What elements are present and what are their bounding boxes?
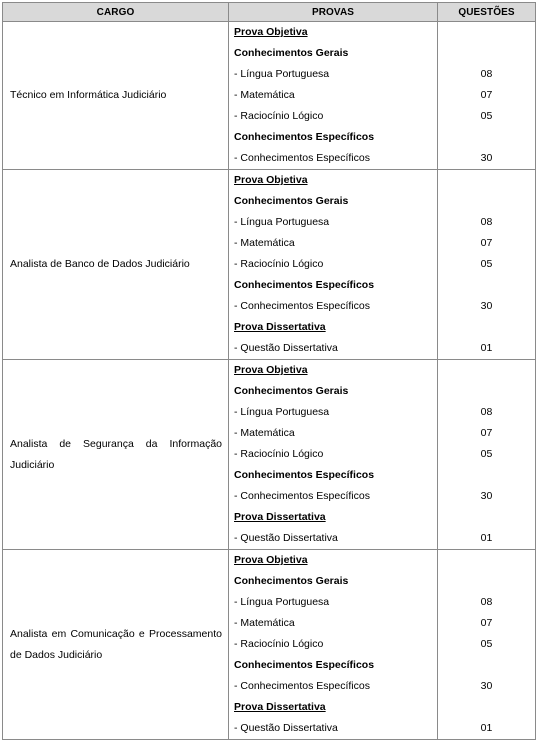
subject-item: - Conhecimentos Específicos	[234, 680, 370, 692]
provas-cell	[229, 170, 438, 360]
question-count	[438, 360, 535, 381]
question-count: 01	[480, 342, 493, 354]
header-provas: PROVAS	[229, 3, 438, 22]
subject-item: - Língua Portuguesa	[234, 406, 330, 418]
section-heading: Conhecimentos Específicos	[234, 469, 375, 481]
question-count	[438, 550, 535, 571]
subject-item: - Língua Portuguesa	[234, 596, 330, 608]
section-heading: Prova Dissertativa	[234, 511, 326, 523]
section-heading: Conhecimentos Gerais	[234, 47, 349, 59]
section-heading: Prova Objetiva	[234, 26, 308, 38]
provas-cell	[229, 360, 438, 550]
table-row	[3, 360, 536, 550]
subject-item: - Raciocínio Lógico	[234, 638, 324, 650]
question-count: 30	[480, 300, 493, 312]
subject-item: - Conhecimentos Específicos	[234, 300, 370, 312]
section-heading: Conhecimentos Gerais	[234, 575, 349, 587]
question-count: 08	[480, 596, 493, 608]
subject-item: - Língua Portuguesa	[234, 68, 330, 80]
question-count	[438, 127, 535, 148]
section-heading: Conhecimentos Gerais	[234, 385, 349, 397]
questoes-cell	[438, 550, 536, 740]
section-heading: Prova Objetiva	[234, 174, 308, 186]
questoes-cell	[438, 22, 536, 170]
question-count: 07	[480, 89, 493, 101]
question-count	[438, 697, 535, 718]
question-count: 07	[480, 237, 493, 249]
cargo-cell: Técnico em Informática Judiciário	[3, 22, 229, 170]
section-heading: Prova Dissertativa	[234, 701, 326, 713]
section-heading: Prova Dissertativa	[234, 321, 326, 333]
subject-item: - Conhecimentos Específicos	[234, 152, 370, 164]
question-count: 30	[480, 490, 493, 502]
question-count	[438, 655, 535, 676]
question-count: 05	[480, 258, 493, 270]
question-count: 05	[480, 110, 493, 122]
question-count: 07	[480, 617, 493, 629]
section-heading: Conhecimentos Específicos	[234, 659, 375, 671]
question-count	[438, 507, 535, 528]
subject-item: - Língua Portuguesa	[234, 216, 330, 228]
question-count	[438, 317, 535, 338]
table-row	[3, 170, 536, 360]
question-count: 05	[480, 448, 493, 460]
question-count: 07	[480, 427, 493, 439]
question-count: 08	[480, 68, 493, 80]
question-count: 30	[480, 152, 493, 164]
header-row	[3, 3, 536, 22]
subject-item: - Conhecimentos Específicos	[234, 490, 370, 502]
questoes-cell	[438, 170, 536, 360]
question-count	[438, 571, 535, 592]
question-count	[438, 170, 535, 191]
question-count: 08	[480, 406, 493, 418]
subject-item: - Questão Dissertativa	[234, 532, 338, 544]
subject-item: - Matemática	[234, 617, 295, 629]
subject-item: - Raciocínio Lógico	[234, 448, 324, 460]
questoes-cell	[438, 360, 536, 550]
question-count	[438, 381, 535, 402]
subject-item: - Questão Dissertativa	[234, 342, 338, 354]
cargo-cell: Analista de Segurança da Informação Judiciário	[3, 360, 229, 550]
cargo-cell: Analista de Banco de Dados Judiciário	[3, 170, 229, 360]
subject-item: - Matemática	[234, 89, 295, 101]
question-count	[438, 275, 535, 296]
question-count: 05	[480, 638, 493, 650]
section-heading: Conhecimentos Gerais	[234, 195, 349, 207]
table-row	[3, 22, 536, 170]
subject-item: - Matemática	[234, 427, 295, 439]
header-questoes: QUESTÕES	[438, 3, 536, 22]
table-row	[3, 550, 536, 740]
subject-item: - Raciocínio Lógico	[234, 258, 324, 270]
question-count	[438, 43, 535, 64]
section-heading: Prova Objetiva	[234, 554, 308, 566]
question-count	[438, 22, 535, 43]
question-count	[438, 191, 535, 212]
provas-cell	[229, 550, 438, 740]
section-heading: Conhecimentos Específicos	[234, 131, 375, 143]
question-count: 01	[480, 722, 493, 734]
question-count: 01	[480, 532, 493, 544]
question-count: 30	[480, 680, 493, 692]
header-cargo: CARGO	[3, 3, 229, 22]
cargo-cell: Analista em Comunicação e Processamento de Dados Judiciário	[3, 550, 229, 740]
question-count	[438, 465, 535, 486]
question-count: 08	[480, 216, 493, 228]
exam-structure-table	[2, 2, 536, 740]
subject-item: - Raciocínio Lógico	[234, 110, 324, 122]
section-heading: Conhecimentos Específicos	[234, 279, 375, 291]
section-heading: Prova Objetiva	[234, 364, 308, 376]
provas-cell	[229, 22, 438, 170]
subject-item: - Questão Dissertativa	[234, 722, 338, 734]
subject-item: - Matemática	[234, 237, 295, 249]
